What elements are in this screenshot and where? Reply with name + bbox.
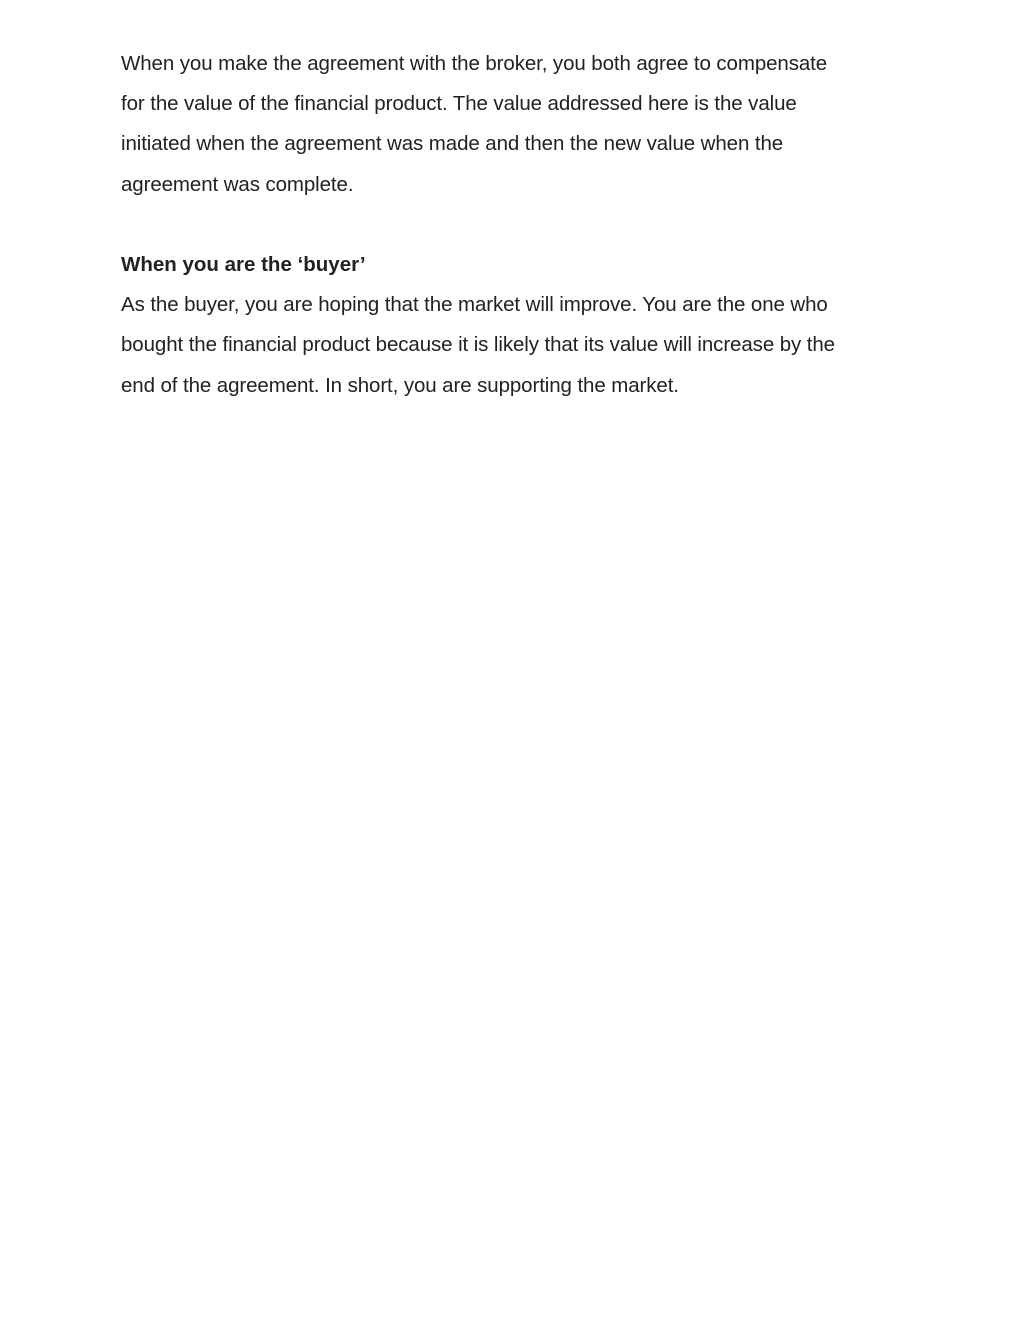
intro-paragraph [121, 44, 901, 205]
paragraph-line: When you make the agreement with the broker, you both agree to compensate [121, 52, 828, 75]
paragraph-line: bought the financial product because it is likely that its value will increase by the [121, 333, 835, 357]
buyer-paragraph [121, 285, 901, 406]
paragraph-line: end of the agreement. In short, you are supporting the market. [121, 373, 679, 397]
document-page [121, 44, 901, 406]
paragraph-line: As the buyer, you are hoping that the market will improve. You are the one who [121, 293, 828, 317]
paragraph-line: for the value of the financial product. The value addressed here is the value [121, 92, 797, 116]
paragraph-line: initiated when the agreement was made and then the new value when the [121, 132, 784, 156]
paragraph-line: agreement was complete. [121, 172, 354, 196]
section-heading: When you are the ‘buyer’ [121, 253, 366, 276]
paragraph-spacer [121, 205, 901, 245]
